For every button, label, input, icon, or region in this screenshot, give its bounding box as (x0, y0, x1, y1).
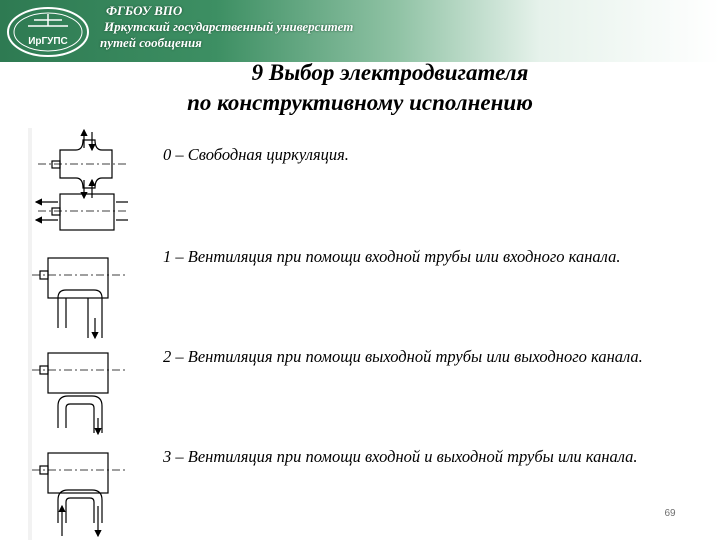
item-2-outlet-pipe: 2 – Вентиляция при помощи выходной трубы или выходного канала. (163, 347, 643, 366)
diagram-inlet-pipe (32, 258, 128, 338)
diagram-free-circulation (36, 130, 128, 230)
item-0-free-circulation: 0 – Свободная циркуляция. (163, 145, 349, 164)
title-line-2: по конструктивному исполнению (187, 90, 533, 115)
diagram-inlet-outlet-pipe (32, 453, 128, 536)
ventilation-diagrams (28, 128, 138, 540)
org-line-3: путей сообщения (100, 35, 202, 50)
item-3-inlet-outlet-pipe: 3 – Вентиляция при помощи входной и выходной трубы или канала. (163, 447, 638, 466)
org-line-1: ФГБОУ ВПО (106, 3, 183, 18)
page-title (0, 58, 720, 118)
org-line-2: Иркутский государственный университет (104, 19, 354, 34)
title-line-1: 9 Выбор электродвигателя (251, 60, 529, 85)
item-1-inlet-pipe: 1 – Вентиляция при помощи входной трубы или входного канала. (163, 247, 621, 266)
university-logo (4, 4, 92, 60)
diagram-outlet-pipe (32, 353, 128, 434)
page-number: 69 (664, 508, 676, 519)
organization-name (100, 3, 353, 51)
header-band (0, 0, 720, 62)
logo-text: ИрГУПС (28, 36, 68, 47)
